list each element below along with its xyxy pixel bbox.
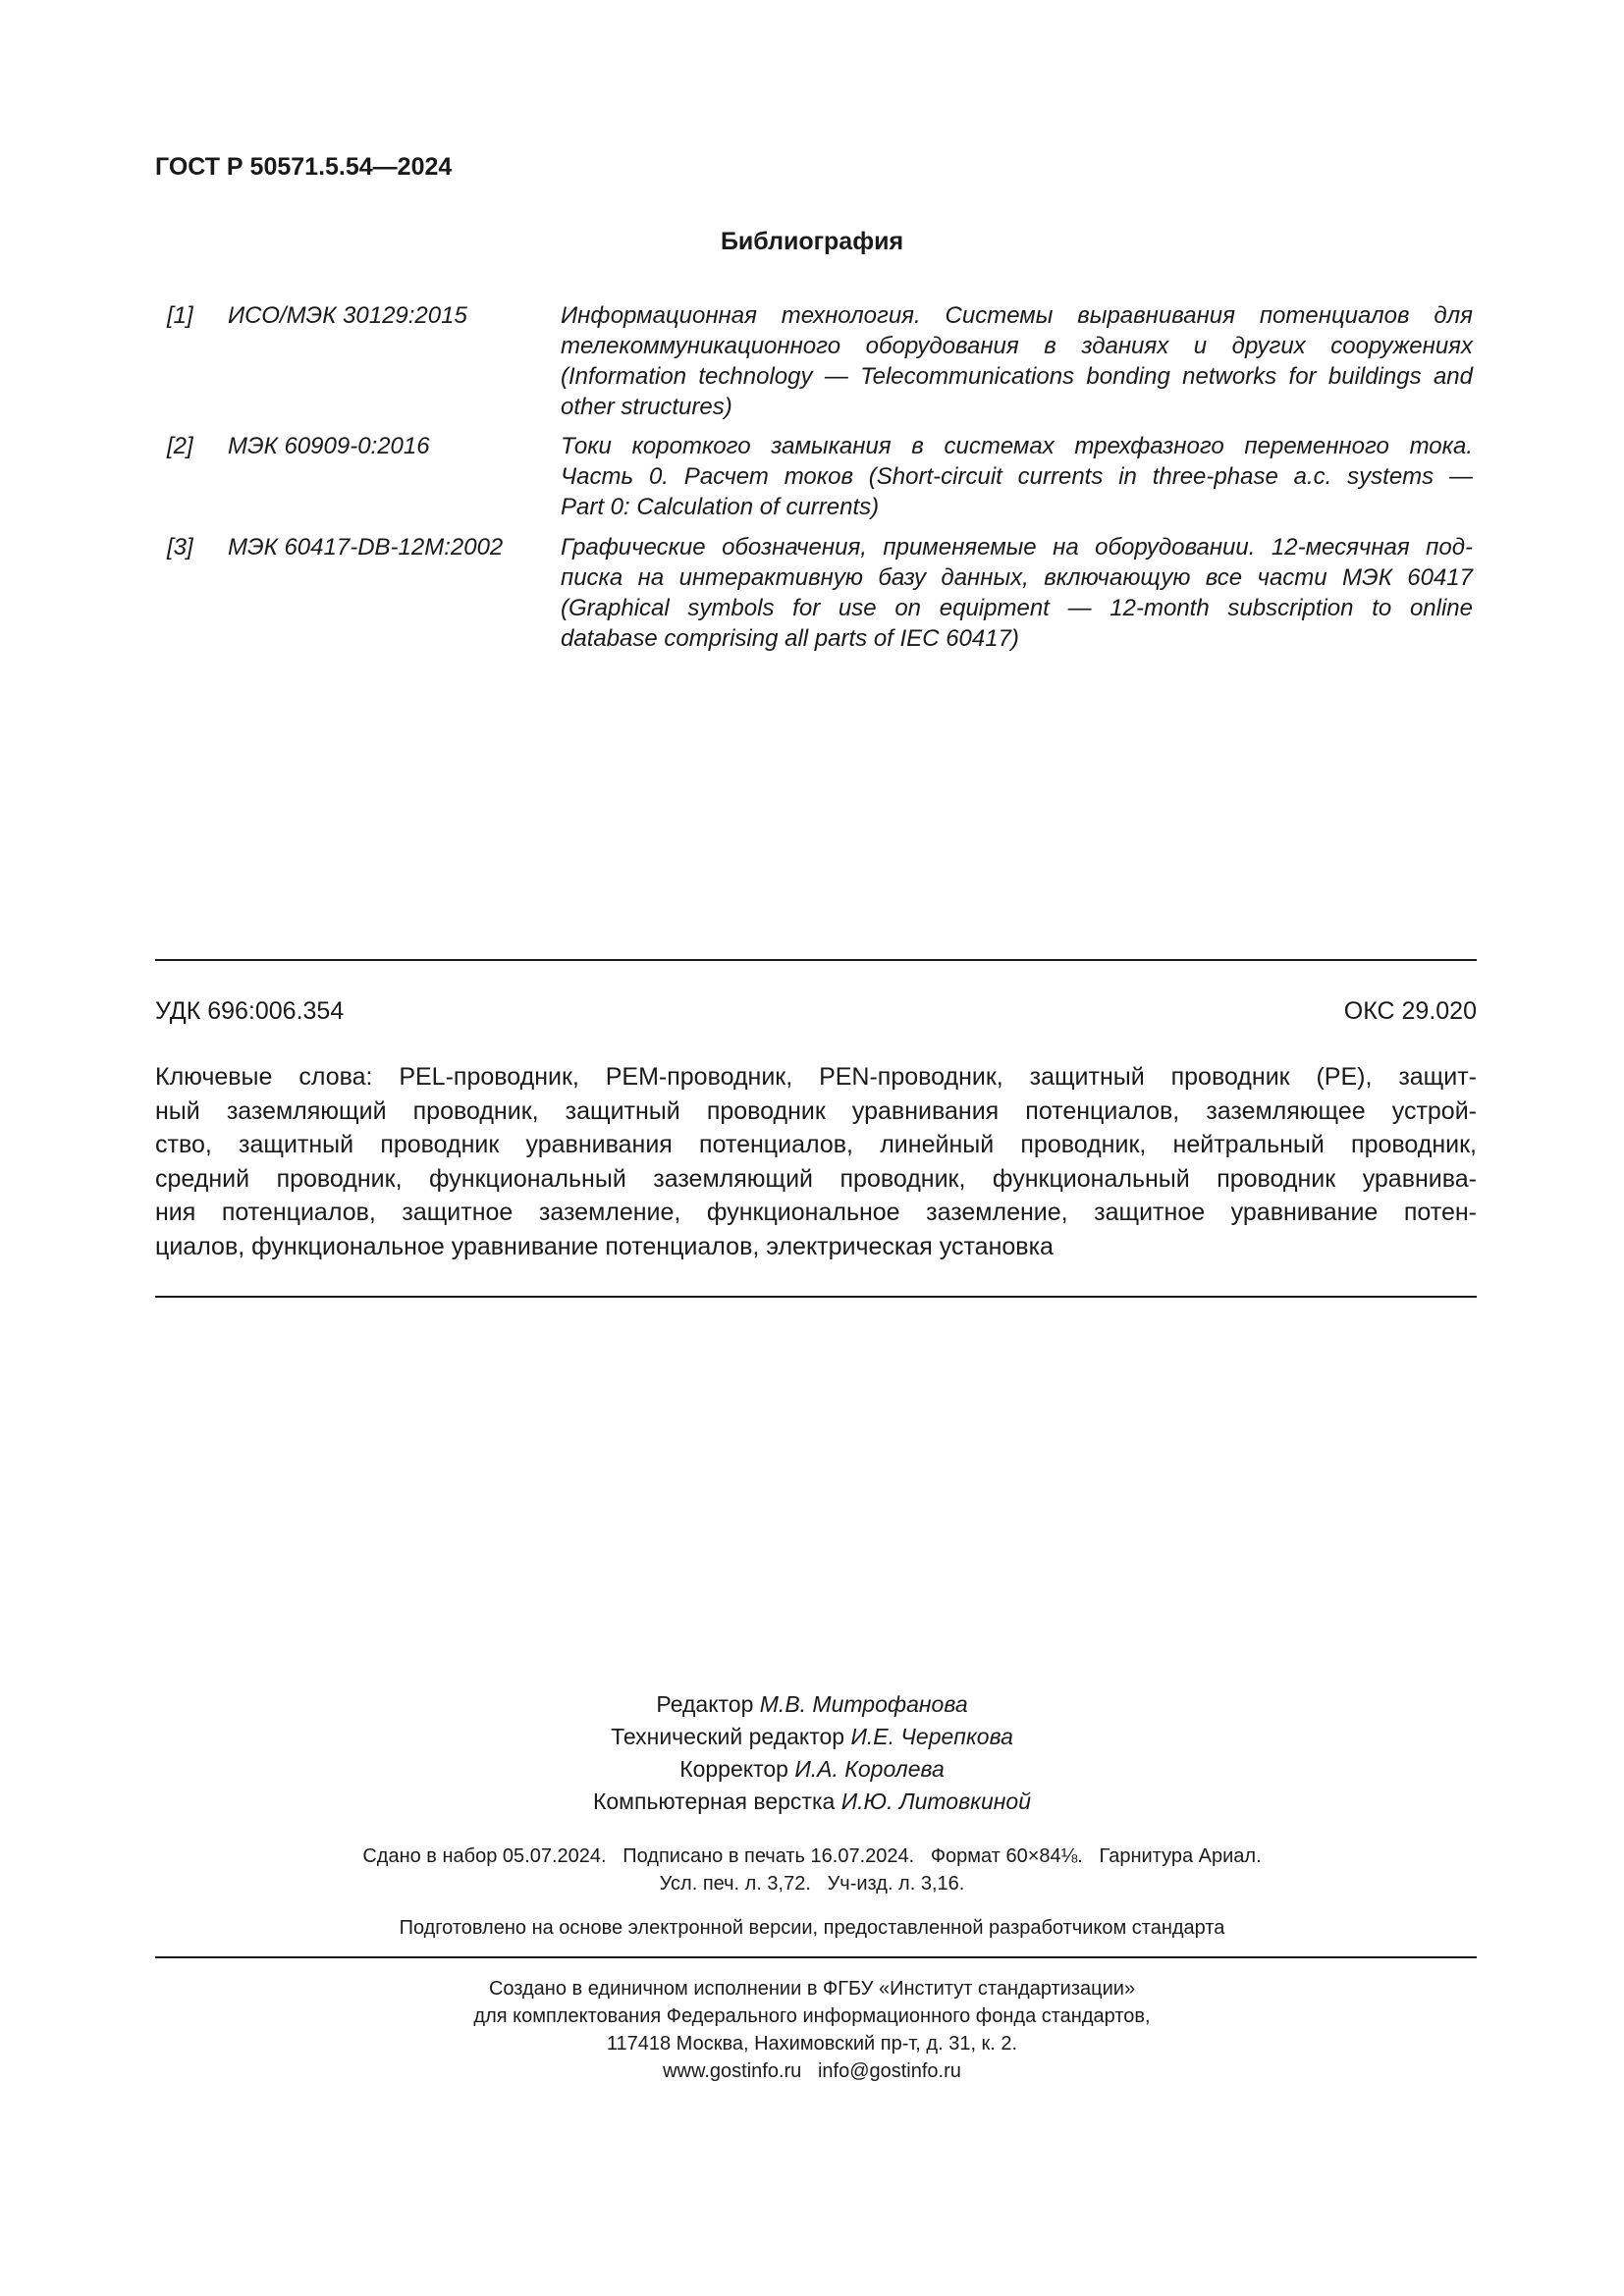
keywords-line: Ключевые слова: PEL-проводник, PEM-проводник, PEN-проводник, защитный проводник (PE), защит- bbox=[155, 1063, 1477, 1091]
created-line: Создано в единичном исполнении в ФГБУ «Институт стандартизации» bbox=[488, 1978, 1136, 2000]
reference-code: МЭК 60417-DB-12M:2002 bbox=[228, 534, 504, 561]
reference-code: МЭК 60909-0:2016 bbox=[228, 433, 430, 459]
credit-layout: Компьютерная верстка И.Ю. Литовкиной bbox=[592, 1789, 1031, 1814]
keywords-paragraph bbox=[155, 1060, 1477, 1263]
reference-line: Часть 0. Расчет токов (Short-circuit currents in three-phase a.c. systems — bbox=[561, 463, 1473, 490]
keywords-line: ство, защитный проводник уравнивания потенциалов, линейный проводник, нейтральный проводник, bbox=[155, 1131, 1477, 1158]
divider-keywords bbox=[155, 1296, 1477, 1298]
reference-line: Графические обозначения, применяемые на оборудовании. 12-месячная под- bbox=[561, 534, 1473, 561]
udk-code: УДК 696:006.354 bbox=[155, 997, 345, 1025]
reference-line: писка на интерактивную базу данных, включающую все части МЭК 60417 bbox=[561, 564, 1473, 591]
imprint-block bbox=[0, 1842, 1624, 1897]
created-line: для комплектования Федерального информационного фонда стандартов, bbox=[473, 2005, 1151, 2027]
reference-number: [2] bbox=[167, 433, 193, 459]
imprint-line: Усл. печ. л. 3,72. Уч-изд. л. 3,16. bbox=[659, 1873, 965, 1895]
reference-line: телекоммуникационного оборудования в зданиях и других сооружениях bbox=[561, 333, 1473, 359]
divider-top bbox=[155, 959, 1477, 961]
reference-line: (Information technology — Telecommunications bonding networks for buildings and bbox=[561, 363, 1473, 390]
reference-line: Part 0: Calculation of currents) bbox=[561, 494, 880, 520]
credit-editor: Редактор М.В. Митрофанова bbox=[656, 1691, 968, 1717]
keywords-line: ный заземляющий проводник, защитный проводник уравнивания потенциалов, заземляющее устрой- bbox=[155, 1096, 1477, 1125]
oks-code: ОКС 29.020 bbox=[1343, 997, 1477, 1025]
standard-code: ГОСТ Р 50571.5.54—2024 bbox=[155, 153, 453, 181]
reference-code: ИСО/МЭК 30129:2015 bbox=[228, 302, 467, 329]
reference-line: Информационная технология. Системы выравнивания потенциалов для bbox=[561, 302, 1473, 329]
keywords-line: ния потенциалов, защитное заземление, функциональное заземление, защитное уравнивание потен- bbox=[155, 1199, 1477, 1226]
reference-number: [3] bbox=[167, 534, 193, 561]
reference-description bbox=[561, 300, 1473, 422]
credit-technical-editor: Технический редактор И.Е. Черепкова bbox=[611, 1724, 1013, 1749]
credit-proofreader: Корректор И.А. Королева bbox=[679, 1756, 945, 1782]
created-line: 117418 Москва, Нахимовский пр-т, д. 31, к. 2. bbox=[606, 2033, 1018, 2055]
reference-line: (Graphical symbols for use on equipment — 12-month subscription to online bbox=[561, 595, 1473, 621]
prepared-note: Подготовлено на основе электронной версии, предоставленной разработчиком стандарта bbox=[399, 1917, 1225, 1939]
imprint-line: Сдано в набор 05.07.2024. Подписано в печать 16.07.2024. Формат 60×84⅛. Гарнитура Ариал. bbox=[362, 1845, 1262, 1867]
keywords-line: средний проводник, функциональный заземляющий проводник, функциональный проводник уравнива- bbox=[155, 1164, 1477, 1193]
keywords-line: циалов, функциональное уравнивание потенциалов, электрическая установка bbox=[155, 1232, 1054, 1260]
reference-line: Токи короткого замыкания в системах трехфазного переменного тока. bbox=[561, 433, 1473, 459]
contacts-line: www.gostinfo.ru info@gostinfo.ru bbox=[663, 2060, 961, 2082]
bibliography-title: Библиография bbox=[720, 228, 904, 255]
created-block bbox=[0, 1975, 1624, 2085]
reference-line: other structures) bbox=[561, 394, 732, 420]
reference-description bbox=[561, 431, 1473, 522]
credits-block bbox=[0, 1688, 1624, 1818]
reference-line: database comprising all parts of IEC 60417) bbox=[561, 625, 1019, 652]
reference-description bbox=[561, 532, 1473, 654]
divider-bottom bbox=[155, 1956, 1477, 1958]
reference-number: [1] bbox=[167, 302, 193, 329]
